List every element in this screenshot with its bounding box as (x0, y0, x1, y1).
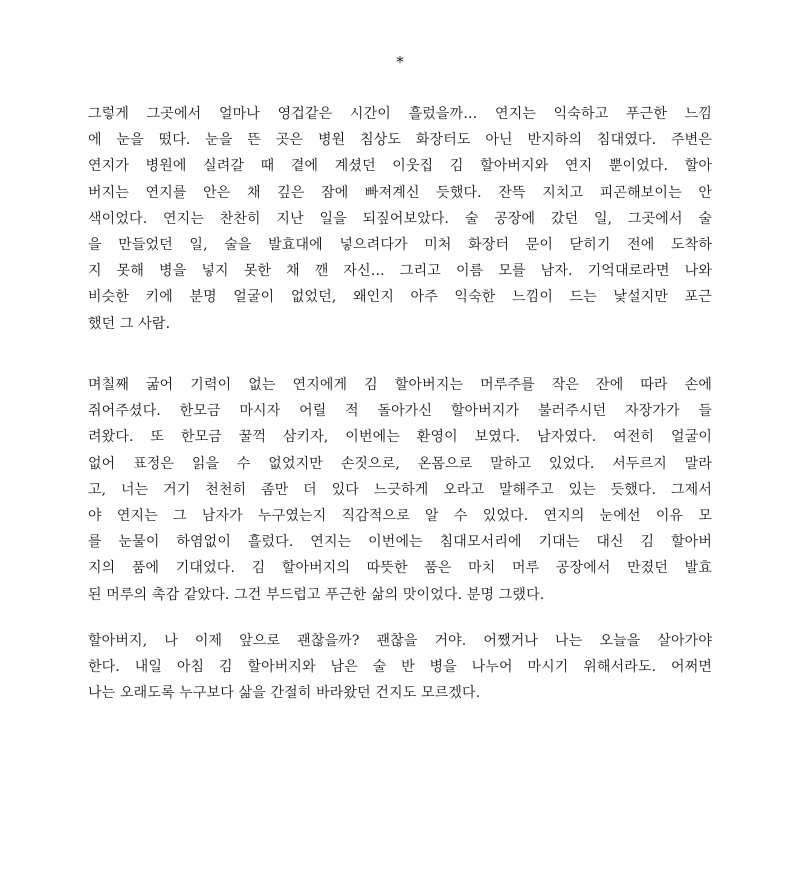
text-line: 비슷한 키에 분명 얼굴이 없었던, 왜인지 아주 익숙한 느낌이 드는 낯설지만 포근 (88, 289, 712, 306)
text-line: 고, 너는 거기 천천히 좀만 더 있다 느긋하게 오라고 말해주고 있는 듯했다. 그제서 (88, 481, 712, 498)
paragraph-3 (88, 628, 712, 707)
text-line: 에 눈을 떴다. 눈을 뜬 곳은 병원 침상도 화장터도 아닌 반지하의 침대였다. 주변은 (88, 132, 712, 149)
text-line: 한다. 내일 아침 김 할아버지와 남은 술 반 병을 나누어 마시기 위해서라도. 어쩌면 (88, 659, 712, 676)
paragraph-2 (88, 372, 712, 608)
text-line: 할아버지, 나 이제 앞으로 괜찮을까? 괜찮을 거야. 어쨌거나 나는 오늘을 살아가야 (88, 633, 712, 649)
section-separator: * (396, 53, 404, 71)
text-line: 를 눈물이 하염없이 흘렀다. 연지는 이번에는 침대모서리에 기대는 대신 김 할아버 (88, 534, 712, 551)
text-line: 려왔다. 또 한모금 꿀꺽 삼키자, 이번에는 환영이 보였다. 남자였다. 여전히 얼굴이 (88, 429, 712, 446)
text-line: 연지가 병원에 실려갈 때 곁에 계셨던 이웃집 김 할아버지와 연지 뿐이었다. 할아 (88, 158, 712, 175)
text-line: 된 머루의 촉감 같았다. 그건 부드럽고 푸근한 삶의 맛이었다. 분명 그랬다. (88, 586, 545, 603)
text-line: 없어 표정은 읽을 수 없었지만 손짓으로, 온몸으로 말하고 있었다. 서두르지 말라 (88, 455, 712, 472)
text-line: 쥐어주셨다. 한모금 마시자 어릴 적 돌아가신 할아버지가 불러주시던 자장가가 들 (88, 403, 712, 420)
text-line: 했던 그 사람. (88, 315, 171, 332)
text-line: 지 못해 병을 넣지 못한 채 깬 자신… 그리고 이름 모를 남자. 기억대로라면 나와 (88, 263, 712, 280)
text-line: 며칠째 굶어 기력이 없는 연지에게 김 할아버지는 머루주를 작은 잔에 따라 손에 (88, 377, 712, 393)
paragraph-1 (88, 101, 712, 337)
text-line: 야 연지는 그 남자가 누구였는지 직감적으로 알 수 있었다. 연지의 눈에선 이유 모 (88, 508, 712, 525)
text-line: 을 만들었던 일, 술을 발효대에 넣으려다가 미처 화장터 문이 닫히기 전에 도착하 (88, 237, 712, 254)
text-line: 버지는 연지를 안은 채 깊은 잠에 빠져계신 듯했다. 잔뜩 지치고 피곤해보이는 안 (88, 184, 712, 201)
text-line: 지의 품에 기대었다. 김 할아버지의 따뜻한 품은 마치 머루 공장에서 만졌던 발효 (88, 560, 712, 577)
text-line: 나는 오래도록 누구보다 삶을 간절히 바라왔던 건지도 모르겠다. (88, 685, 481, 702)
text-line: 색이었다. 연지는 찬찬히 지난 일을 되짚어보았다. 술 공장에 갔던 일, 그곳에서 술 (88, 210, 712, 227)
text-line: 그렇게 그곳에서 얼마나 영겁같은 시간이 흘렀을까… 연지는 익숙하고 푸근한 느낌 (88, 106, 712, 122)
